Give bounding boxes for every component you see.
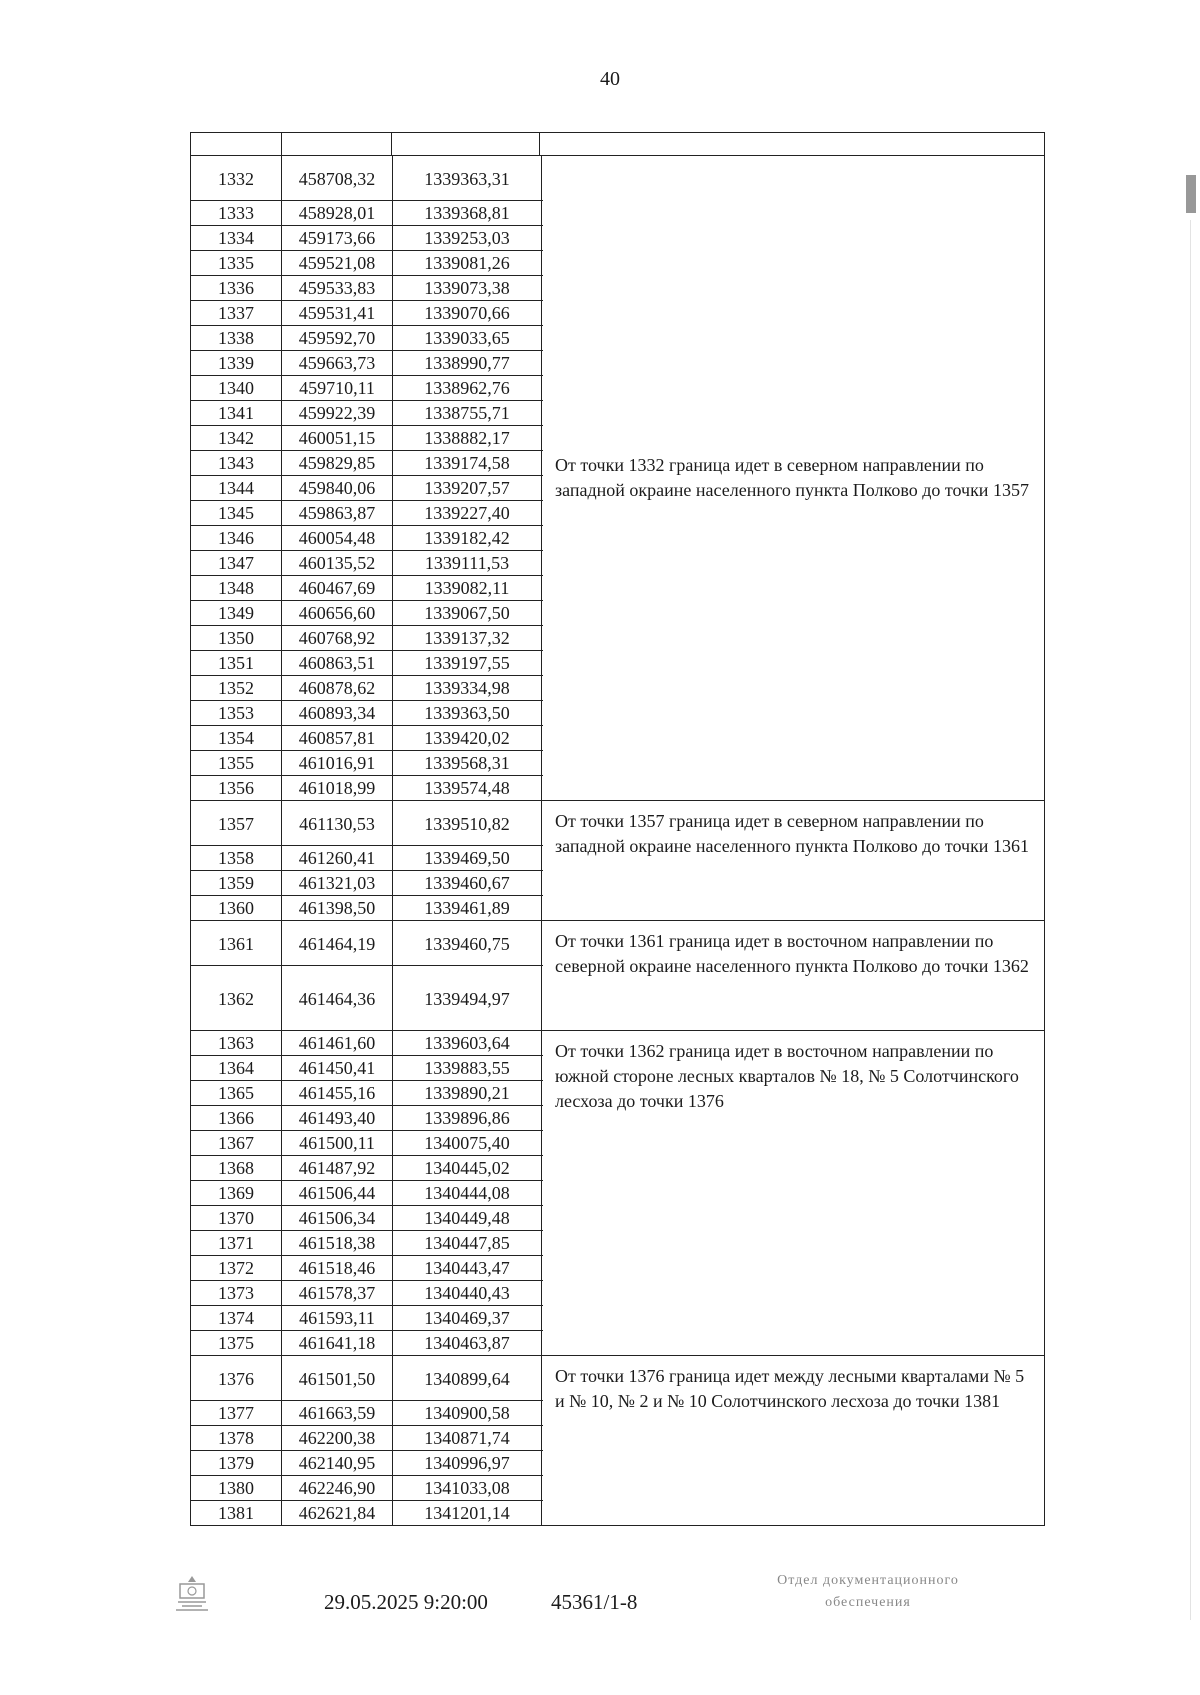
coordinate-x: 459663,73 (282, 351, 393, 375)
scan-edge-mark (1186, 175, 1196, 213)
coordinate-y: 1339494,97 (393, 966, 542, 1030)
point-number: 1348 (191, 576, 282, 600)
point-number: 1367 (191, 1131, 282, 1155)
coordinate-x: 461487,92 (282, 1156, 393, 1180)
coordinate-y: 1340996,97 (393, 1451, 542, 1475)
table-row (191, 921, 543, 966)
coordinate-x: 461518,46 (282, 1256, 393, 1280)
table-row (191, 156, 543, 201)
table-row (191, 551, 543, 576)
table-group (191, 801, 1045, 921)
table-group (191, 1031, 1045, 1356)
table-row (191, 501, 543, 526)
coordinate-y: 1339420,02 (393, 726, 542, 750)
point-number: 1352 (191, 676, 282, 700)
point-number: 1371 (191, 1231, 282, 1255)
coordinate-y: 1339363,50 (393, 701, 542, 725)
coordinate-y: 1339033,65 (393, 326, 542, 350)
coordinate-y: 1340900,58 (393, 1401, 542, 1425)
coordinate-y: 1340469,37 (393, 1306, 542, 1330)
coordinate-y: 1339460,67 (393, 871, 542, 895)
boundary-description: От точки 1362 граница идет в восточном направлении по южной стороне лесных кварталов № 18, № 5 Солотчинского лесхоза до точки 1376 (543, 1031, 1045, 1355)
point-number: 1347 (191, 551, 282, 575)
point-number: 1334 (191, 226, 282, 250)
point-number: 1354 (191, 726, 282, 750)
table-row (191, 1156, 543, 1181)
coordinate-y: 1339460,75 (393, 921, 542, 965)
coordinate-x: 459840,06 (282, 476, 393, 500)
footer-datetime: 29.05.2025 9:20:00 (324, 1590, 488, 1614)
coordinate-y: 1339883,55 (393, 1056, 542, 1080)
table-group (191, 156, 1045, 801)
table-row (191, 726, 543, 751)
coordinate-y: 1339469,50 (393, 846, 542, 870)
table-header-strip (190, 132, 1045, 155)
table-row (191, 451, 543, 476)
point-number: 1369 (191, 1181, 282, 1205)
coordinate-x: 461641,18 (282, 1331, 393, 1355)
point-number: 1340 (191, 376, 282, 400)
table-row (191, 251, 543, 276)
table-row (191, 576, 543, 601)
point-number: 1370 (191, 1206, 282, 1230)
point-number: 1380 (191, 1476, 282, 1500)
coordinate-x: 462621,84 (282, 1501, 393, 1525)
boundary-description: От точки 1361 граница идет в восточном направлении по северной окраине населенного пункта Полково до точки 1362 (543, 921, 1045, 1030)
coordinate-y: 1340871,74 (393, 1426, 542, 1450)
coordinate-x: 461578,37 (282, 1281, 393, 1305)
point-number: 1381 (191, 1501, 282, 1525)
coordinate-rows (191, 1031, 543, 1355)
coordinate-y: 1339574,48 (393, 776, 542, 800)
point-number: 1356 (191, 776, 282, 800)
point-number: 1377 (191, 1401, 282, 1425)
coordinate-y: 1341033,08 (393, 1476, 542, 1500)
table-row (191, 301, 543, 326)
table-row (191, 201, 543, 226)
table-row (191, 846, 543, 871)
table-row (191, 896, 543, 920)
point-number: 1335 (191, 251, 282, 275)
table-row (191, 1206, 543, 1231)
point-number: 1379 (191, 1451, 282, 1475)
table-row (191, 776, 543, 800)
point-number: 1337 (191, 301, 282, 325)
table-row (191, 1056, 543, 1081)
point-number: 1359 (191, 871, 282, 895)
coordinate-x: 461018,99 (282, 776, 393, 800)
table-row (191, 1131, 543, 1156)
coordinate-x: 459829,85 (282, 451, 393, 475)
coordinate-x: 460878,62 (282, 676, 393, 700)
coordinate-y: 1339067,50 (393, 601, 542, 625)
point-number: 1368 (191, 1156, 282, 1180)
coordinate-x: 459531,41 (282, 301, 393, 325)
boundary-description: От точки 1357 граница идет в северном направлении по западной окраине населенного пункта Полково до точки 1361 (543, 801, 1045, 920)
coordinate-x: 460863,51 (282, 651, 393, 675)
table-row (191, 801, 543, 846)
coordinate-y: 1339082,11 (393, 576, 542, 600)
coordinate-y: 1339896,86 (393, 1106, 542, 1130)
table-row (191, 1106, 543, 1131)
point-number: 1366 (191, 1106, 282, 1130)
coordinate-x: 462200,38 (282, 1426, 393, 1450)
scan-edge-line (1190, 220, 1191, 1620)
coordinate-y: 1339207,57 (393, 476, 542, 500)
coordinate-y: 1339070,66 (393, 301, 542, 325)
coordinate-x: 462246,90 (282, 1476, 393, 1500)
stamp-line-1: Отдел документационного (777, 1573, 959, 1588)
coordinate-x: 461130,53 (282, 801, 393, 845)
coordinate-x: 459173,66 (282, 226, 393, 250)
coordinate-y: 1339253,03 (393, 226, 542, 250)
point-number: 1365 (191, 1081, 282, 1105)
point-number: 1361 (191, 921, 282, 965)
table-row (191, 1181, 543, 1206)
coordinate-x: 461398,50 (282, 896, 393, 920)
coordinate-y: 1340443,47 (393, 1256, 542, 1280)
coordinate-y: 1339368,81 (393, 201, 542, 225)
coordinate-x: 459521,08 (282, 251, 393, 275)
emblem-icon (170, 1572, 214, 1614)
point-number: 1360 (191, 896, 282, 920)
table-row (191, 966, 543, 1030)
table-row (191, 1231, 543, 1256)
point-number: 1362 (191, 966, 282, 1030)
coordinate-x: 460135,52 (282, 551, 393, 575)
coordinate-x: 461461,60 (282, 1031, 393, 1055)
coordinate-x: 458928,01 (282, 201, 393, 225)
point-number: 1343 (191, 451, 282, 475)
coordinate-y: 1340899,64 (393, 1356, 542, 1400)
table-row (191, 326, 543, 351)
coordinate-y: 1340463,87 (393, 1331, 542, 1355)
point-number: 1342 (191, 426, 282, 450)
coordinate-y: 1340449,48 (393, 1206, 542, 1230)
table-row (191, 1256, 543, 1281)
point-number: 1358 (191, 846, 282, 870)
point-number: 1341 (191, 401, 282, 425)
table-row (191, 601, 543, 626)
boundary-description: От точки 1332 граница идет в северном направлении по западной окраине населенного пункта Полково до точки 1357 (543, 156, 1045, 800)
coordinate-rows (191, 921, 543, 1030)
coordinate-rows (191, 156, 543, 800)
point-number: 1333 (191, 201, 282, 225)
coordinate-y: 1341201,14 (393, 1501, 542, 1525)
coordinate-y: 1339510,82 (393, 801, 542, 845)
point-number: 1364 (191, 1056, 282, 1080)
coordinate-y: 1340440,43 (393, 1281, 542, 1305)
coordinate-x: 460768,92 (282, 626, 393, 650)
table-row (191, 526, 543, 551)
coordinate-y: 1338990,77 (393, 351, 542, 375)
footer-doc-number: 45361/1-8 (551, 1590, 638, 1614)
table-body (190, 155, 1045, 1526)
point-number: 1373 (191, 1281, 282, 1305)
point-number: 1363 (191, 1031, 282, 1055)
point-number: 1349 (191, 601, 282, 625)
coordinate-y: 1339111,53 (393, 551, 542, 575)
table-row (191, 871, 543, 896)
coordinate-x: 461464,19 (282, 921, 393, 965)
coordinate-y: 1339227,40 (393, 501, 542, 525)
coordinate-x: 459710,11 (282, 376, 393, 400)
coordinate-x: 461506,44 (282, 1181, 393, 1205)
table-row (191, 1281, 543, 1306)
coordinate-x: 460051,15 (282, 426, 393, 450)
table-row (191, 1031, 543, 1056)
table-row (191, 1501, 543, 1525)
table-row (191, 626, 543, 651)
coordinate-y: 1340075,40 (393, 1131, 542, 1155)
coordinate-y: 1339073,38 (393, 276, 542, 300)
coordinate-y: 1339568,31 (393, 751, 542, 775)
table-row (191, 376, 543, 401)
coordinate-x: 461506,34 (282, 1206, 393, 1230)
coordinate-x: 461518,38 (282, 1231, 393, 1255)
coordinate-x: 461260,41 (282, 846, 393, 870)
coordinate-y: 1339363,31 (393, 156, 542, 200)
coordinate-x: 460467,69 (282, 576, 393, 600)
table-row (191, 226, 543, 251)
coordinate-x: 461450,41 (282, 1056, 393, 1080)
point-number: 1336 (191, 276, 282, 300)
coordinate-y: 1340444,08 (393, 1181, 542, 1205)
table-row (191, 1451, 543, 1476)
table-row (191, 351, 543, 376)
point-number: 1353 (191, 701, 282, 725)
point-number: 1332 (191, 156, 282, 200)
coordinate-x: 460893,34 (282, 701, 393, 725)
table-row (191, 1306, 543, 1331)
table-row (191, 701, 543, 726)
coordinate-x: 458708,32 (282, 156, 393, 200)
table-row (191, 401, 543, 426)
stamp-line-2: обеспечения (825, 1595, 911, 1610)
table-group (191, 921, 1045, 1031)
coordinate-x: 459922,39 (282, 401, 393, 425)
table-row (191, 1426, 543, 1451)
coordinate-y: 1338882,17 (393, 426, 542, 450)
coordinate-x: 460054,48 (282, 526, 393, 550)
department-stamp (728, 1570, 1008, 1614)
coordinate-rows (191, 801, 543, 920)
coordinate-x: 459592,70 (282, 326, 393, 350)
coordinate-x: 461455,16 (282, 1081, 393, 1105)
table-row (191, 476, 543, 501)
coordinate-y: 1340445,02 (393, 1156, 542, 1180)
coordinate-x: 461663,59 (282, 1401, 393, 1425)
coordinate-y: 1339334,98 (393, 676, 542, 700)
point-number: 1346 (191, 526, 282, 550)
coordinate-x: 459863,87 (282, 501, 393, 525)
coordinate-x: 460656,60 (282, 601, 393, 625)
table-row (191, 1356, 543, 1401)
table-row (191, 751, 543, 776)
coordinate-x: 461500,11 (282, 1131, 393, 1155)
point-number: 1338 (191, 326, 282, 350)
coordinate-y: 1338755,71 (393, 401, 542, 425)
point-number: 1376 (191, 1356, 282, 1400)
coordinate-x: 461321,03 (282, 871, 393, 895)
coordinate-y: 1339890,21 (393, 1081, 542, 1105)
point-number: 1374 (191, 1306, 282, 1330)
table-row (191, 1401, 543, 1426)
coordinate-x: 461501,50 (282, 1356, 393, 1400)
table-row (191, 651, 543, 676)
point-number: 1357 (191, 801, 282, 845)
coordinate-y: 1339137,32 (393, 626, 542, 650)
coordinate-y: 1340447,85 (393, 1231, 542, 1255)
table-row (191, 676, 543, 701)
boundary-description: От точки 1376 граница идет между лесными кварталами № 5 и № 10, № 2 и № 10 Солотчинского лесхоза до точки 1381 (543, 1356, 1045, 1525)
table-row (191, 1081, 543, 1106)
point-number: 1345 (191, 501, 282, 525)
point-number: 1351 (191, 651, 282, 675)
point-number: 1372 (191, 1256, 282, 1280)
coordinate-x: 462140,95 (282, 1451, 393, 1475)
point-number: 1350 (191, 626, 282, 650)
coordinate-y: 1339081,26 (393, 251, 542, 275)
table-row (191, 1331, 543, 1355)
coordinate-y: 1339603,64 (393, 1031, 542, 1055)
coordinate-x: 461464,36 (282, 966, 393, 1030)
coordinate-y: 1339461,89 (393, 896, 542, 920)
point-number: 1375 (191, 1331, 282, 1355)
coordinate-x: 461493,40 (282, 1106, 393, 1130)
coordinate-x: 461016,91 (282, 751, 393, 775)
coordinate-x: 459533,83 (282, 276, 393, 300)
coordinate-x: 460857,81 (282, 726, 393, 750)
point-number: 1378 (191, 1426, 282, 1450)
page-number: 40 (600, 68, 620, 90)
table-row (191, 276, 543, 301)
point-number: 1355 (191, 751, 282, 775)
coordinate-rows (191, 1356, 543, 1525)
table-row (191, 426, 543, 451)
point-number: 1344 (191, 476, 282, 500)
point-number: 1339 (191, 351, 282, 375)
coordinate-y: 1339182,42 (393, 526, 542, 550)
coordinate-y: 1338962,76 (393, 376, 542, 400)
table-row (191, 1476, 543, 1501)
coordinate-y: 1339197,55 (393, 651, 542, 675)
coordinates-table (190, 132, 1045, 1526)
coordinate-y: 1339174,58 (393, 451, 542, 475)
coordinate-x: 461593,11 (282, 1306, 393, 1330)
table-group (191, 1356, 1045, 1526)
